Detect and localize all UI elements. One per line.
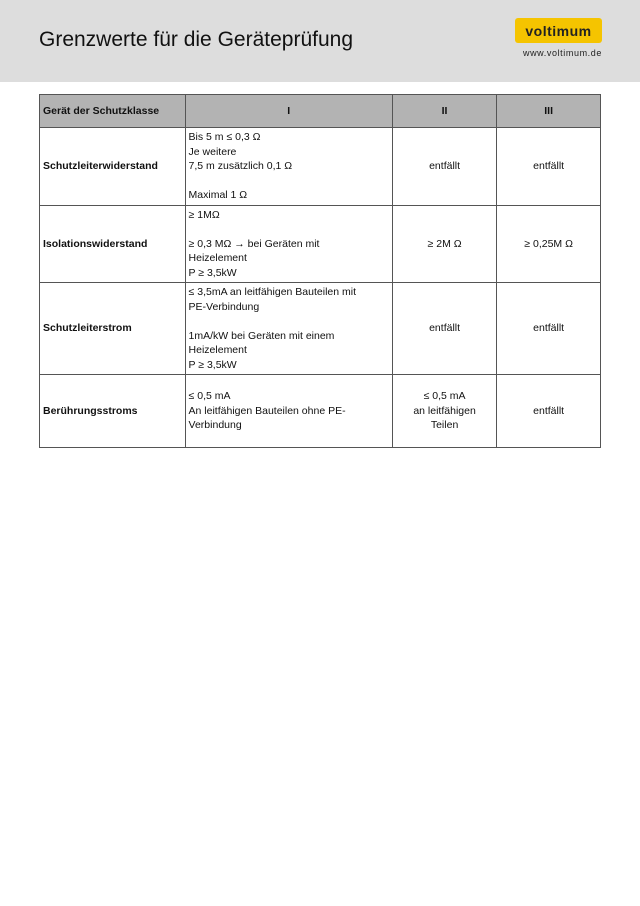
cell-class-ii: ≥ 2M Ω <box>392 205 496 283</box>
cell-text: 1mA/kW bei Geräten mit einem <box>188 329 335 342</box>
row-label-schutzleiterstrom: Schutzleiterstrom <box>40 283 186 375</box>
table-header-row <box>40 95 601 128</box>
column-header-class-iii: III <box>497 95 601 128</box>
cell-text: Heizelement <box>188 344 247 356</box>
page-header <box>0 0 640 82</box>
cell-class-iii: entfällt <box>497 375 601 448</box>
logo-text: voltimum <box>525 22 592 39</box>
cell-class-ii <box>392 375 496 448</box>
cell-text: ≤ 0,5 mA <box>188 390 231 403</box>
table-row <box>40 375 601 448</box>
cell-class-ii: entfällt <box>392 128 496 206</box>
cell-class-iii: ≥ 0,25M Ω <box>497 205 601 283</box>
column-header-class-i: I <box>185 95 392 128</box>
cell-text: Teilen <box>430 419 459 432</box>
voltimum-logo[interactable] <box>515 18 602 43</box>
cell-text: ≤ 3,5mA an leitfähigen Bauteilen mit <box>188 286 356 298</box>
row-label-isolationswiderstand: Isolationswiderstand <box>40 205 186 283</box>
cell-class-i <box>185 205 392 283</box>
cell-text: Verbindung <box>188 419 242 432</box>
cell-class-iii: entfällt <box>497 128 601 206</box>
cell-text: Je weitere <box>188 145 237 158</box>
logo-url-link[interactable]: www.voltimum.de <box>522 48 602 58</box>
cell-text: ≥ 0,3 MΩ → bei Geräten mit <box>188 237 320 250</box>
cell-text: Maximal 1 Ω <box>188 189 248 201</box>
cell-text: Heizelement <box>188 252 247 264</box>
cell-text: Bis 5 m ≤ 0,3 Ω <box>188 131 261 143</box>
column-header-class-ii: II <box>392 95 496 128</box>
table-row <box>40 205 601 283</box>
cell-text: P ≥ 3,5kW <box>188 358 237 371</box>
cell-text: PE-Verbindung <box>188 300 260 313</box>
cell-text: an leitfähigen <box>413 404 476 417</box>
cell-class-iii: entfällt <box>497 283 601 375</box>
page-title: Grenzwerte für die Geräteprüfung <box>39 28 353 51</box>
cell-text: An leitfähigen Bauteilen ohne PE- <box>188 404 346 417</box>
column-header-protection-class: Gerät der Schutzklasse <box>40 95 186 128</box>
row-label-beruehrungsstroms: Berührungsstroms <box>40 375 186 448</box>
cell-text: ≤ 0,5 mA <box>423 390 466 403</box>
cell-class-i <box>185 375 392 448</box>
cell-text: ≥ 1MΩ <box>188 208 220 221</box>
limits-table <box>39 94 601 448</box>
cell-text: 7,5 m zusätzlich 0,1 Ω <box>188 160 293 172</box>
cell-class-i <box>185 128 392 206</box>
table-row <box>40 283 601 375</box>
cell-class-ii: entfällt <box>392 283 496 375</box>
row-label-schutzleiterwiderstand: Schutzleiterwiderstand <box>40 128 186 206</box>
cell-text: P ≥ 3,5kW <box>188 266 237 279</box>
cell-class-i <box>185 283 392 375</box>
table-row <box>40 128 601 206</box>
